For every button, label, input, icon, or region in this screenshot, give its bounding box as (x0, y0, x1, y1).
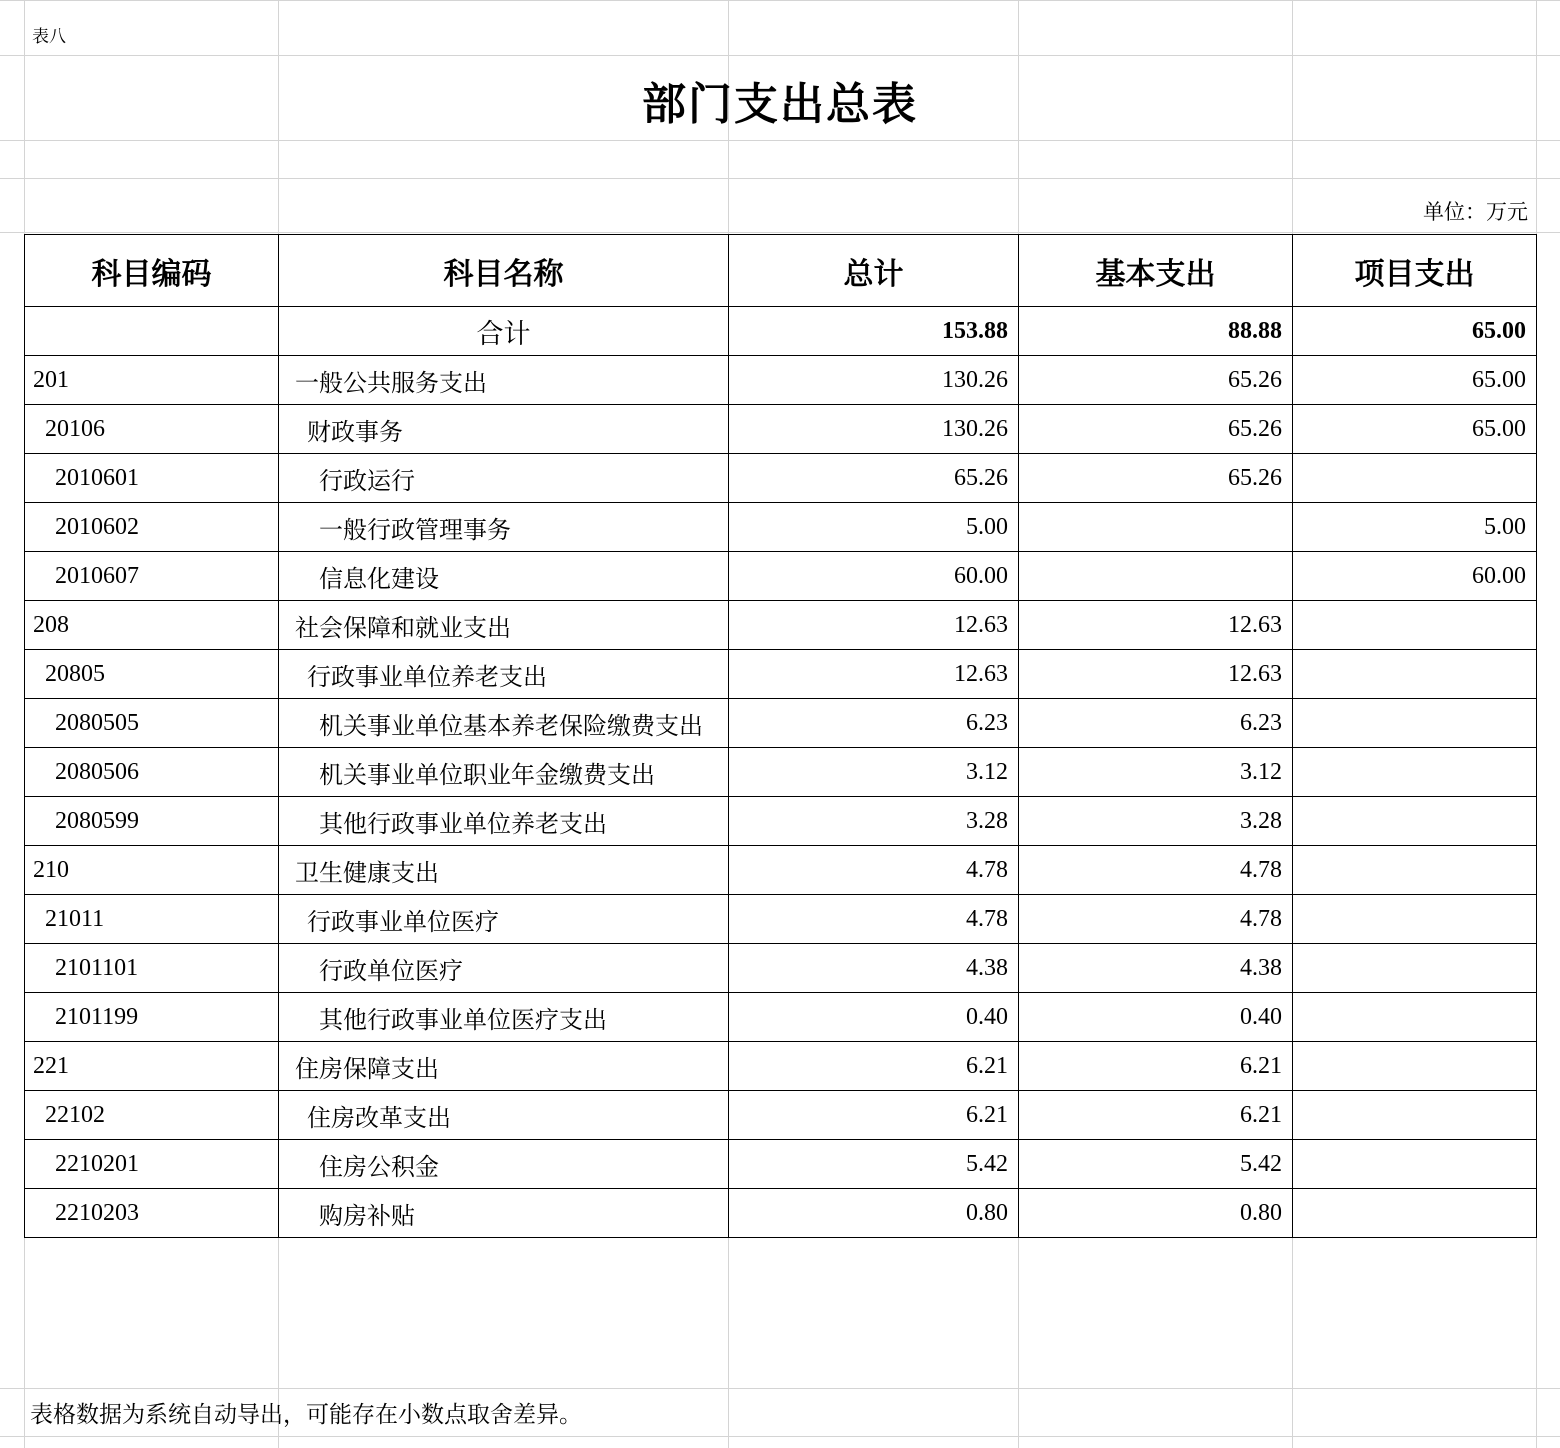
cell-project (1293, 895, 1537, 944)
grid-line (0, 232, 1560, 233)
cell-basic: 3.28 (1019, 797, 1293, 846)
column-header-total: 总计 (729, 235, 1019, 307)
table-row (25, 846, 1537, 895)
cell-basic: 12.63 (1019, 650, 1293, 699)
table-row (25, 1189, 1537, 1238)
cell-total: 6.23 (729, 699, 1019, 748)
cell-total: 5.00 (729, 503, 1019, 552)
grid-line (0, 140, 1560, 141)
cell-code: 21011 (25, 895, 279, 944)
table-row (25, 797, 1537, 846)
table-row (25, 1091, 1537, 1140)
table-row (25, 454, 1537, 503)
cell-project (1293, 1091, 1537, 1140)
cell-code: 2210203 (25, 1189, 279, 1238)
cell-name: 购房补贴 (279, 1189, 729, 1238)
column-header-basic: 基本支出 (1019, 235, 1293, 307)
cell-basic: 5.42 (1019, 1140, 1293, 1189)
footnote: 表格数据为系统自动导出，可能存在小数点取舍差异。 (30, 1402, 582, 1427)
table-row (25, 405, 1537, 454)
cell-total: 6.21 (729, 1091, 1019, 1140)
cell-code: 221 (25, 1042, 279, 1091)
grid-line (0, 178, 1560, 179)
cell-project (1293, 993, 1537, 1042)
cell-name: 社会保障和就业支出 (279, 601, 729, 650)
cell-basic: 4.78 (1019, 846, 1293, 895)
cell-basic: 4.78 (1019, 895, 1293, 944)
grid-line (0, 1388, 1560, 1389)
cell-project (1293, 699, 1537, 748)
cell-name: 其他行政事业单位医疗支出 (279, 993, 729, 1042)
table-row (25, 503, 1537, 552)
cell-code: 2010607 (25, 552, 279, 601)
cell-basic: 0.80 (1019, 1189, 1293, 1238)
cell-name: 机关事业单位基本养老保险缴费支出 (279, 699, 729, 748)
cell-name: 行政事业单位养老支出 (279, 650, 729, 699)
table-body (25, 307, 1537, 1238)
cell-project: 65.00 (1293, 307, 1537, 356)
table-row (25, 356, 1537, 405)
cell-total: 0.80 (729, 1189, 1019, 1238)
table-row (25, 944, 1537, 993)
cell-total: 4.78 (729, 846, 1019, 895)
cell-project (1293, 1042, 1537, 1091)
cell-project (1293, 454, 1537, 503)
cell-project (1293, 846, 1537, 895)
cell-project: 60.00 (1293, 552, 1537, 601)
cell-name: 机关事业单位职业年金缴费支出 (279, 748, 729, 797)
cell-basic: 4.38 (1019, 944, 1293, 993)
cell-project: 65.00 (1293, 356, 1537, 405)
column-header-code: 科目编码 (25, 235, 279, 307)
cell-total: 3.12 (729, 748, 1019, 797)
sheet-label: 表八 (32, 27, 66, 46)
cell-basic: 65.26 (1019, 356, 1293, 405)
cell-code: 208 (25, 601, 279, 650)
cell-basic: 6.21 (1019, 1091, 1293, 1140)
cell-code: 2080505 (25, 699, 279, 748)
cell-name: 行政运行 (279, 454, 729, 503)
cell-name: 信息化建设 (279, 552, 729, 601)
cell-project (1293, 601, 1537, 650)
cell-code (25, 307, 279, 356)
cell-name: 一般行政管理事务 (279, 503, 729, 552)
cell-total: 6.21 (729, 1042, 1019, 1091)
column-header-project: 项目支出 (1293, 235, 1537, 307)
cell-name: 住房改革支出 (279, 1091, 729, 1140)
cell-total: 60.00 (729, 552, 1019, 601)
table-row (25, 552, 1537, 601)
cell-basic: 3.12 (1019, 748, 1293, 797)
cell-name: 行政事业单位医疗 (279, 895, 729, 944)
cell-basic: 65.26 (1019, 405, 1293, 454)
cell-name: 卫生健康支出 (279, 846, 729, 895)
table-row (25, 748, 1537, 797)
table-row (25, 699, 1537, 748)
cell-name: 其他行政事业单位养老支出 (279, 797, 729, 846)
page-title: 部门支出总表 (642, 80, 918, 129)
cell-total: 5.42 (729, 1140, 1019, 1189)
cell-code: 2010602 (25, 503, 279, 552)
table-row (25, 601, 1537, 650)
cell-name: 财政事务 (279, 405, 729, 454)
cell-total: 12.63 (729, 650, 1019, 699)
cell-project (1293, 748, 1537, 797)
unit-note: 单位：万元 (1423, 200, 1528, 224)
cell-name: 一般公共服务支出 (279, 356, 729, 405)
table-row (25, 650, 1537, 699)
cell-total: 12.63 (729, 601, 1019, 650)
cell-basic: 12.63 (1019, 601, 1293, 650)
cell-name: 合计 (279, 307, 729, 356)
cell-name: 行政单位医疗 (279, 944, 729, 993)
cell-code: 210 (25, 846, 279, 895)
cell-total: 3.28 (729, 797, 1019, 846)
cell-basic: 6.21 (1019, 1042, 1293, 1091)
cell-project (1293, 797, 1537, 846)
cell-total: 0.40 (729, 993, 1019, 1042)
table-row (25, 895, 1537, 944)
cell-basic: 0.40 (1019, 993, 1293, 1042)
cell-total: 153.88 (729, 307, 1019, 356)
cell-total: 130.26 (729, 405, 1019, 454)
cell-basic (1019, 503, 1293, 552)
table-row (25, 993, 1537, 1042)
cell-code: 2080506 (25, 748, 279, 797)
cell-code: 20805 (25, 650, 279, 699)
cell-code: 20106 (25, 405, 279, 454)
grid-line (0, 0, 1560, 1)
cell-basic: 65.26 (1019, 454, 1293, 503)
table-header-row (25, 235, 1537, 307)
cell-code: 2101101 (25, 944, 279, 993)
cell-project (1293, 1189, 1537, 1238)
cell-total: 4.78 (729, 895, 1019, 944)
table-row (25, 1042, 1537, 1091)
cell-code: 2010601 (25, 454, 279, 503)
grid-line (0, 1436, 1560, 1437)
cell-basic: 6.23 (1019, 699, 1293, 748)
cell-basic: 88.88 (1019, 307, 1293, 356)
cell-name: 住房保障支出 (279, 1042, 729, 1091)
cell-code: 2080599 (25, 797, 279, 846)
cell-total: 4.38 (729, 944, 1019, 993)
table-row (25, 1140, 1537, 1189)
cell-total: 130.26 (729, 356, 1019, 405)
cell-project: 65.00 (1293, 405, 1537, 454)
cell-total: 65.26 (729, 454, 1019, 503)
cell-project (1293, 650, 1537, 699)
cell-project (1293, 1140, 1537, 1189)
cell-name: 住房公积金 (279, 1140, 729, 1189)
cell-basic (1019, 552, 1293, 601)
cell-code: 201 (25, 356, 279, 405)
cell-code: 22102 (25, 1091, 279, 1140)
cell-code: 2101199 (25, 993, 279, 1042)
column-header-name: 科目名称 (279, 235, 729, 307)
cell-project: 5.00 (1293, 503, 1537, 552)
grid-line (0, 55, 1560, 56)
cell-code: 2210201 (25, 1140, 279, 1189)
expenditure-table (24, 234, 1537, 1238)
cell-project (1293, 944, 1537, 993)
table-row (25, 307, 1537, 356)
